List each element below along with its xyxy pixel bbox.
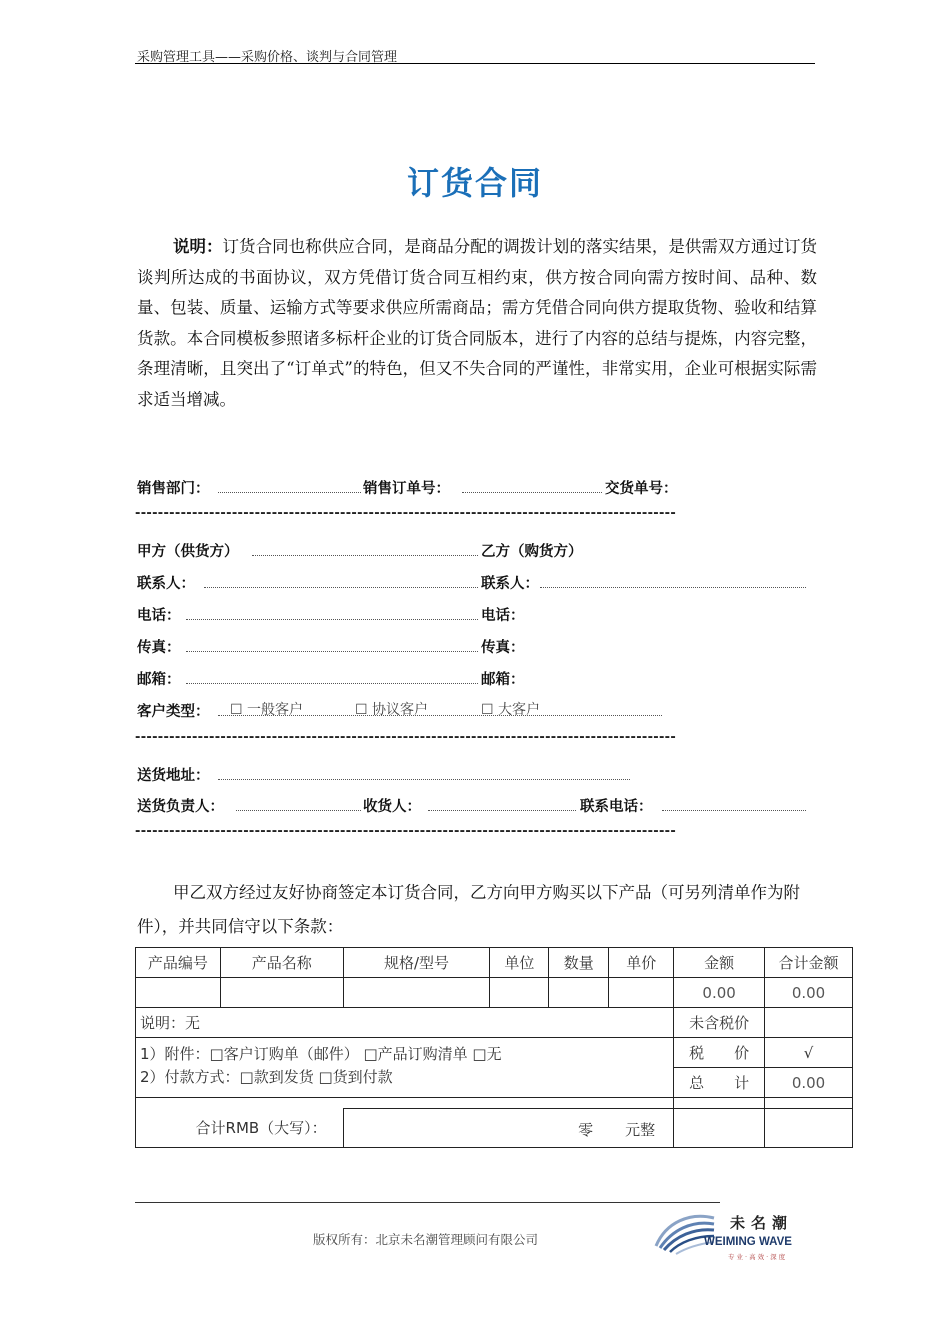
delivery-person-label: 送货负责人： (137, 799, 224, 815)
dashed-separator: ----------------------------------------------------------------------------------------------- (135, 824, 677, 839)
spacer-cell (674, 1098, 765, 1109)
sales-dept-field[interactable] (218, 478, 361, 493)
sales-order-no-label: 销售订单号： (363, 481, 450, 497)
rmb-unit: 元整 (625, 1121, 656, 1139)
rmb-empty-cell (765, 1109, 853, 1148)
wave-logo-icon (648, 1204, 728, 1258)
party-a-label: 甲方（供货方） (137, 544, 239, 560)
customer-type-label: 客户类型： (137, 704, 210, 720)
agreement-customer-label: 协议客户 (372, 702, 429, 718)
tax-label: 税 价 (674, 1038, 765, 1068)
party-b-label: 乙方（购货方） (481, 544, 583, 560)
spacer-cell (765, 1098, 853, 1109)
party-a-field[interactable] (252, 541, 478, 556)
cell-spec-model[interactable] (343, 978, 490, 1008)
page-header: 采购管理工具——采购价格、谈判与合同管理 (137, 50, 398, 65)
copyright-text: 版权所有：北京未名潮管理顾问有限公司 (313, 1232, 539, 1247)
logo-en-text: WEIMING WAVE (704, 1236, 792, 1248)
footer-rule (135, 1202, 720, 1203)
tax-row (136, 1038, 853, 1068)
rmb-empty-cell (674, 1109, 765, 1148)
spacer-row (136, 1098, 853, 1109)
party-b-contact-field[interactable] (540, 573, 806, 588)
sales-order-no-field[interactable] (462, 478, 602, 493)
receiver-label: 收货人： (363, 799, 421, 815)
customer-type-agreement[interactable]: ☐ 协议客户 (355, 702, 429, 718)
party-a-contact-field[interactable] (204, 573, 478, 588)
header-quantity: 数量 (549, 948, 609, 978)
rmb-label: 合计RMB（大写）： (136, 1109, 344, 1148)
intro-paragraph (137, 232, 817, 415)
dashed-separator: ----------------------------------------------------------------------------------------------- (135, 506, 677, 521)
agreement-paragraph: 甲乙双方经过友好协商签定本订货合同，乙方向甲方购买以下产品（可另列清单作为附件），并共同信守以下条款： (137, 883, 800, 936)
delivery-person-field[interactable] (236, 796, 361, 811)
sum-value: 0.00 (765, 1068, 853, 1098)
customer-type-general[interactable]: ☐ 一般客户 (230, 702, 304, 718)
cell-unit-price[interactable] (609, 978, 674, 1008)
header-spec-model: 规格/型号 (343, 948, 490, 978)
spacer-cell (136, 1098, 674, 1109)
party-a-phone-field[interactable] (186, 605, 478, 620)
intro-text: 订货合同也称供应合同，是商品分配的调拨计划的落实结果，是供需双方通过订货谈判所达成的书面协议，双方凭借订货合同互相约束，供方按合同向需方按时间、品种、数量、包装、质量、运输方式等要求供应所需商品；需方凭借合同向供方提取货物、验收和结算货款。本合同模板参照诸多标杆企业的订货合同版本，进行了内容的总结与提炼，内容完整，条理清晰，且突出了“订单式”的特色，但又不失合同的严谨性，非常实用，企业可根据实际需求适当增减。 (137, 237, 818, 409)
party-b-contact-label: 联系人： (481, 576, 539, 592)
party-a-contact-label: 联系人： (137, 576, 195, 592)
terms-cell (136, 1038, 674, 1098)
cell-unit[interactable] (490, 978, 549, 1008)
product-table (135, 947, 853, 1148)
key-customer-label: 大客户 (498, 702, 541, 718)
delivery-address-label: 送货地址： (137, 768, 210, 784)
tax-check-mark[interactable]: √ (765, 1038, 853, 1068)
party-a-fax-label: 传真： (137, 640, 181, 656)
rmb-value-cell[interactable] (343, 1109, 673, 1148)
party-b-phone-label: 电话： (481, 608, 525, 624)
intro-label: 说明： (173, 237, 223, 256)
cell-product-name[interactable] (220, 978, 343, 1008)
general-customer-label: 一般客户 (247, 702, 304, 718)
cell-total-amount: 0.00 (765, 978, 853, 1008)
logo-cn-text: 未名潮 (730, 1214, 794, 1232)
cell-product-code[interactable] (136, 978, 221, 1008)
contact-phone-field[interactable] (662, 796, 806, 811)
attachments-line[interactable]: 1）附件：□客户订购单（邮件） □产品订购清单 □无 (140, 1045, 502, 1063)
document-title: 订货合同 (406, 164, 543, 202)
contact-phone-label: 联系电话： (580, 799, 653, 815)
party-a-email-field[interactable] (186, 669, 478, 684)
delivery-no-label: 交货单号： (605, 481, 678, 497)
customer-type-key[interactable]: ☐ 大客户 (481, 702, 541, 718)
header-amount: 金额 (674, 948, 765, 978)
header-unit-price: 单价 (609, 948, 674, 978)
rmb-zero: 零 (578, 1121, 594, 1139)
note-cell: 说明：无 (136, 1008, 674, 1038)
header-product-code: 产品编号 (136, 948, 221, 978)
party-a-fax-field[interactable] (186, 637, 478, 652)
party-a-email-label: 邮箱： (137, 672, 181, 688)
excl-tax-label: 未含税价 (674, 1008, 765, 1038)
payment-line[interactable]: 2）付款方式：□款到发货 □货到付款 (140, 1068, 393, 1086)
header-rule (135, 63, 815, 64)
delivery-address-field[interactable] (218, 765, 630, 780)
table-row (136, 978, 853, 1008)
party-a-phone-label: 电话： (137, 608, 181, 624)
header-product-name: 产品名称 (220, 948, 343, 978)
party-b-fax-label: 传真： (481, 640, 525, 656)
rmb-row (136, 1109, 853, 1148)
company-logo (648, 1204, 818, 1264)
party-b-email-label: 邮箱： (481, 672, 525, 688)
header-unit: 单位 (490, 948, 549, 978)
header-total-amount: 合计金额 (765, 948, 853, 978)
sum-label: 总 计 (674, 1068, 765, 1098)
table-header-row (136, 948, 853, 978)
cell-quantity[interactable] (549, 978, 609, 1008)
sales-dept-label: 销售部门： (137, 481, 210, 497)
dashed-separator: ----------------------------------------------------------------------------------------------- (135, 730, 677, 745)
receiver-field[interactable] (428, 796, 576, 811)
note-row (136, 1008, 853, 1038)
excl-tax-value[interactable] (765, 1008, 853, 1038)
logo-tagline: 专业·高效·深度 (728, 1253, 788, 1261)
cell-amount: 0.00 (674, 978, 765, 1008)
